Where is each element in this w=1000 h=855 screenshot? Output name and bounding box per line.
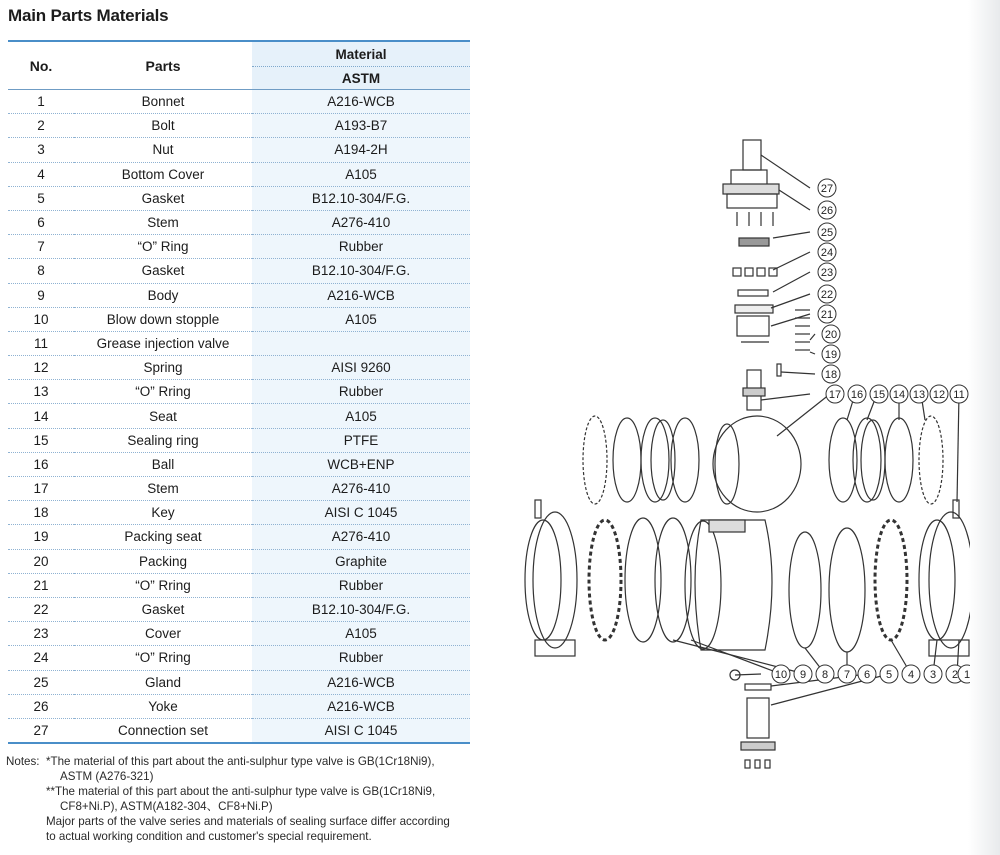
callout-label: 19 [824,349,838,361]
cell-material: A216-WCB [252,90,470,114]
cell-no: 2 [8,114,74,138]
table-row [8,525,470,549]
callout-label: 22 [820,289,834,301]
callout-label: 21 [820,309,834,321]
callout-label: 14 [892,389,906,401]
cell-no: 1 [8,90,74,114]
cell-part: Body [74,283,252,307]
cell-material: A194-2H [252,138,470,162]
cell-part: Connection set [74,718,252,743]
note-2-cont: CF8+Ni.P), ASTM(A182-304、CF8+Ni.P) [60,800,273,813]
cell-no: 25 [8,670,74,694]
table-row [8,428,470,452]
callout-label: 25 [820,227,834,239]
bottom-cover-plate [741,742,775,750]
callout-label: 12 [932,389,946,401]
cell-part: “O” Rring [74,573,252,597]
cell-no: 8 [8,259,74,283]
callouts-mid [826,385,968,403]
callout-label: 1 [963,669,970,681]
cell-no: 27 [8,718,74,743]
cell-part: Nut [74,138,252,162]
materials-table [8,40,470,744]
cell-part: Grease injection valve [74,331,252,355]
cell-no: 7 [8,235,74,259]
callouts-bottom [772,665,970,683]
table-row [8,307,470,331]
table-row [8,259,470,283]
cell-material: WCB+ENP [252,452,470,476]
callout-label: 2 [951,669,959,681]
cell-no: 19 [8,525,74,549]
key-part [777,364,781,376]
cell-part: “O” Ring [74,235,252,259]
cell-part: Yoke [74,694,252,718]
callout-label: 10 [774,669,788,681]
cell-material: A105 [252,404,470,428]
callouts-top [818,179,840,383]
cell-material [252,331,470,355]
callout-label: 9 [799,669,807,681]
table-row [8,501,470,525]
table-row [8,114,470,138]
cell-no: 15 [8,428,74,452]
gland-bolts [737,212,773,226]
cell-material: A105 [252,162,470,186]
cell-part: Spring [74,356,252,380]
cell-part: Ball [74,452,252,476]
callout-label: 20 [824,329,838,341]
body-part [695,520,772,650]
cell-part: Cover [74,622,252,646]
table-row [8,283,470,307]
notes-label: Notes: [6,755,40,768]
cell-material: B12.10-304/F.G. [252,259,470,283]
cell-no: 13 [8,380,74,404]
callout-label: 16 [850,389,864,401]
table-row [8,597,470,621]
cell-part: Stem [74,477,252,501]
cell-part: Stem [74,210,252,234]
cell-part: “O” Rring [74,380,252,404]
note-2: **The material of this part about the anti-sulphur type valve is GB(1Cr18Ni9, [46,785,436,798]
ball-port [715,424,739,504]
bolt-ring-right [875,520,907,640]
yoke-part [727,194,777,208]
connection-set-part [743,140,761,170]
cell-material: AISI 9260 [252,356,470,380]
table-row [8,331,470,355]
cell-part: Packing seat [74,525,252,549]
cell-material: B12.10-304/F.G. [252,597,470,621]
cell-part: Blow down stopple [74,307,252,331]
cell-no: 10 [8,307,74,331]
table-row [8,162,470,186]
cell-material: PTFE [252,428,470,452]
note-3-cont: to actual working condition and customer's special requirement. [46,830,372,843]
header-parts: Parts [74,41,252,90]
cell-material: AISI C 1045 [252,501,470,525]
cell-material: A105 [252,307,470,331]
callout-label: 18 [824,369,838,381]
cell-material: A216-WCB [252,694,470,718]
header-material: Material [252,41,470,67]
cell-material: A216-WCB [252,670,470,694]
table-row [8,380,470,404]
cell-material: A216-WCB [252,283,470,307]
callout-label: 26 [820,205,834,217]
bottom-cover-left [525,520,561,640]
page-title: Main Parts Materials [8,6,169,25]
cell-material: Rubber [252,573,470,597]
table-row [8,694,470,718]
callout-label: 6 [863,669,871,681]
table-row [8,235,470,259]
notes [6,754,476,844]
callout-label: 11 [953,389,965,401]
seat-ring-left-1 [613,418,641,502]
callout-label: 23 [820,267,834,279]
table-row [8,622,470,646]
bottom-stem [747,698,769,738]
callout-label: 5 [885,669,893,681]
cell-material: A276-410 [252,477,470,501]
cell-part: Seat [74,404,252,428]
cell-part: Gland [74,670,252,694]
table-row [8,549,470,573]
spring-ring-left [583,416,607,504]
note-3: Major parts of the valve series and materials of sealing surface differ according [46,815,450,828]
yoke-flange-part [723,184,779,194]
table-row [8,186,470,210]
cell-material: A193-B7 [252,114,470,138]
callout-label: 3 [929,669,937,681]
bottom-oring [745,684,771,690]
cell-material: Rubber [252,380,470,404]
cell-material: A276-410 [252,525,470,549]
table-row [8,718,470,743]
bottom-cover-right [919,520,955,640]
page-edge-shadow [968,0,1000,855]
header-no: No. [8,41,74,90]
cell-material: Rubber [252,646,470,670]
cell-no: 18 [8,501,74,525]
gland-part [739,238,769,246]
cover-part [735,305,773,313]
cell-part: Sealing ring [74,428,252,452]
cell-no: 14 [8,404,74,428]
cell-material: A276-410 [252,210,470,234]
table-row [8,573,470,597]
cell-no: 20 [8,549,74,573]
bolt-ring-left [589,520,621,640]
table-row [8,404,470,428]
o-ring-upper [738,290,768,296]
cell-no: 3 [8,138,74,162]
cell-no: 24 [8,646,74,670]
cell-part: Packing [74,549,252,573]
nut-set-part [733,268,777,276]
cell-no: 9 [8,283,74,307]
note-1-cont: ASTM (A276-321) [60,770,154,783]
bottom-bolts [745,760,770,768]
gasket-right-2 [829,528,865,652]
cell-material: Rubber [252,235,470,259]
note-1: *The material of this part about the anti-sulphur type valve is GB(1Cr18Ni9), [46,755,435,768]
callout-label: 8 [821,669,829,681]
cell-part: Bonnet [74,90,252,114]
cell-part: Gasket [74,597,252,621]
cell-material: Graphite [252,549,470,573]
cell-material: A105 [252,622,470,646]
cell-part: Gasket [74,259,252,283]
cell-no: 21 [8,573,74,597]
callout-label: 15 [872,389,886,401]
cell-no: 22 [8,597,74,621]
cell-material: B12.10-304/F.G. [252,186,470,210]
cell-no: 11 [8,331,74,355]
table-row [8,90,470,114]
table-row [8,452,470,476]
callout-label: 13 [912,389,926,401]
gasket-right-1 [789,532,821,648]
cell-no: 17 [8,477,74,501]
table-row [8,356,470,380]
table-row [8,670,470,694]
cell-material: AISI C 1045 [252,718,470,743]
cell-part: “O” Rring [74,646,252,670]
cell-no: 4 [8,162,74,186]
callout-label: 7 [843,669,851,681]
table-row [8,646,470,670]
ball-part [713,416,801,512]
exploded-valve-diagram [505,120,970,780]
table-row [8,210,470,234]
callout-label: 27 [820,183,834,195]
table-row [8,138,470,162]
callout-label: 17 [828,389,842,401]
cell-part: Bottom Cover [74,162,252,186]
cell-part: Key [74,501,252,525]
callout-label: 24 [820,247,834,259]
packing-seat-part [737,316,769,336]
cell-no: 5 [8,186,74,210]
cell-no: 23 [8,622,74,646]
callout-label: 4 [907,669,915,681]
cell-no: 16 [8,452,74,476]
cell-part: Bolt [74,114,252,138]
cell-no: 12 [8,356,74,380]
cell-part: Gasket [74,186,252,210]
grease-valve-left [535,500,541,518]
seat-ring-right-3 [885,418,913,502]
header-astm: ASTM [252,67,470,90]
cell-no: 26 [8,694,74,718]
cell-no: 6 [8,210,74,234]
table-row [8,477,470,501]
spring-ring-right [919,416,943,504]
